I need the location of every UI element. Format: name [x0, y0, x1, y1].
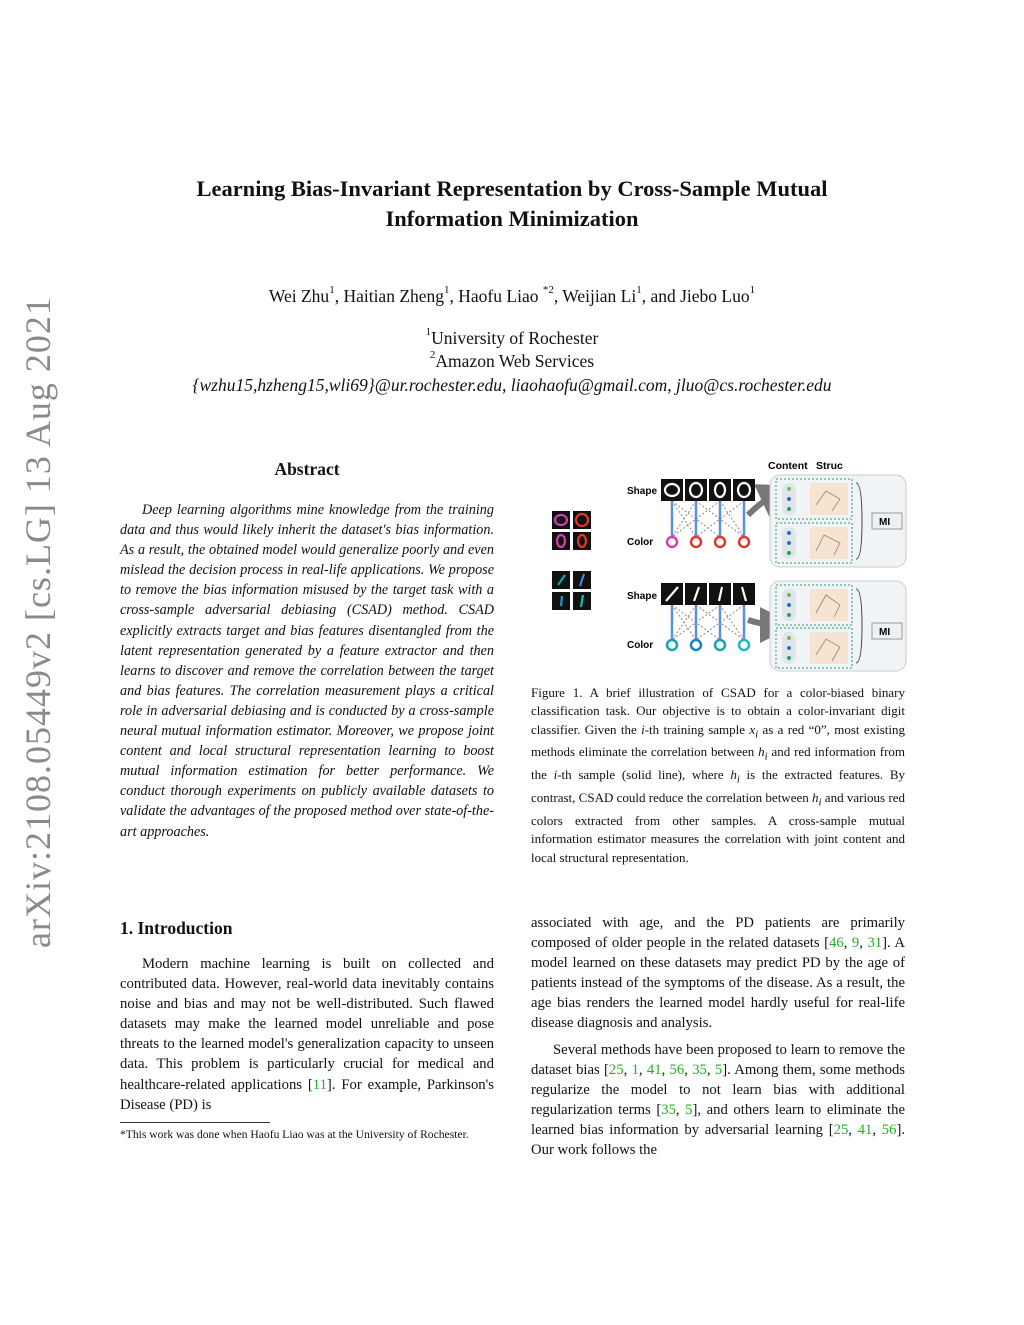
color-rings-bottom: [667, 605, 749, 650]
color-connections-bottom: [672, 605, 744, 640]
citation-link[interactable]: 35: [692, 1061, 707, 1078]
abstract-heading: Abstract: [274, 459, 340, 479]
citation-link[interactable]: 41: [857, 1121, 873, 1138]
mi-box-bottom: MI: [879, 627, 891, 638]
citation-link[interactable]: 41: [646, 1061, 662, 1078]
author: Haitian Zheng$^1$,: [343, 284, 459, 306]
citation-link[interactable]: 46: [829, 935, 844, 952]
representation-box-bottom: [770, 581, 906, 671]
figure-1: [548, 455, 910, 673]
footnote: *This work was done when Haofu Liao was at the University of Rochester.: [120, 1128, 469, 1141]
representation-box-top: [770, 475, 906, 567]
color-rings-top: [667, 501, 749, 547]
affiliation-2: $^2$Amazon Web Services: [429, 349, 595, 371]
affiliation-1: $^1$University of Rochester: [425, 326, 599, 348]
title-line-2: Information Minimization: [385, 206, 639, 231]
arxiv-identifier: arXiv:2108.05449v2 [cs.LG] 13 Aug 2021: [18, 296, 58, 948]
citation-link[interactable]: 9: [851, 935, 860, 952]
citation-link[interactable]: 56: [881, 1121, 897, 1138]
input-sample-thumbnails: [552, 511, 591, 610]
label-color-top: Color: [627, 537, 654, 548]
color-connections-top: [672, 501, 744, 537]
label-struc: Struc: [816, 460, 843, 472]
shape-thumbnails-one: [661, 583, 755, 605]
paragraph-continued: associated with age, and the PD patients are primarily composed of older people in the related datasets [46, 9, 31]. A model learned on these datasets may predict PD by the age of patients instead of the symptoms of the disease. As a result, the age bias renders the learned model hardly useful for real-life disease diagnosis and analysis.: [531, 915, 906, 1032]
abstract-text: Deep learning algorithms mine knowledge from the training data and thus would likely inherit the dataset's bias information. As a result, the obtained model would generalize poorly and even mislead the decision process in real-life applications. We propose to remove the bias information misused by the target task with a cross-sample adversarial debiasing (CSAD) method. CSAD explicitly extracts target and bias features disentangled from the latent representation generated by a feature extractor and then learns to discover and remove the correlation between the target and bias features. The correlation measurement plays a critical role in adversarial debiasing and is conducted by a cross-sample neural mutual information estimator. Moreover, we propose joint content and local structural representation learning to boost mutual information estimation for better performance. We conduct thorough experiments on publicly available datasets to validate the advantages of the proposed method over state-of-the-art approaches.: [120, 502, 494, 840]
mi-box-top: MI: [879, 517, 891, 528]
author: Haofu Liao $^{*2}$,: [458, 284, 563, 306]
author: Weijian Li$^1$, and: [562, 284, 681, 306]
author-emails: {wzhu15,hzheng15,wli69}@ur.rochester.edu, liaohaofu@gmail.com, jluo@cs.rochester.edu: [192, 375, 832, 395]
section-heading-introduction: 1. Introduction: [120, 918, 233, 938]
figure-1-caption: Figure 1. A brief illustration of CSAD for a color-biased binary classification task. Our objective is to obtain a color-invariant digit classifier. Given the i-th training sample $x_i$ as a red “0”, most existing methods eliminate the correlation between $h_i$ and red information from the i-th sample (solid line), where $h_i$ is the extracted features. By contrast, CSAD could reduce the correlation between $h_i$ and various red colors extracted from other samples. A cross-sample mutual information estimator measures the correlation with joint content and local structural representation.: [531, 685, 906, 865]
author: Wei Zhu$^1$,: [268, 284, 344, 306]
paper-title: [140, 174, 884, 234]
label-content: Content: [768, 460, 808, 472]
citation-link[interactable]: 5: [685, 1101, 693, 1118]
citation-link[interactable]: 25: [833, 1121, 849, 1138]
citation-link[interactable]: 56: [669, 1061, 685, 1078]
citation-link[interactable]: 25: [608, 1061, 624, 1078]
label-shape-top: Shape: [627, 486, 658, 497]
citation-link[interactable]: 11: [312, 1076, 327, 1093]
label-shape-bottom: Shape: [627, 591, 658, 602]
right-column-text: [531, 913, 905, 1160]
citation-link[interactable]: 1: [631, 1061, 639, 1078]
citation-link[interactable]: 35: [661, 1101, 676, 1118]
author: Jiebo Luo$^1$: [680, 284, 756, 306]
paragraph-related-methods: Several methods have been proposed to learn to remove the dataset bias [25, 1, 41, 56, 35, 5]. Among them, some methods regularize the model to not learn bias with additional regularization terms [35, 5], and others learn to eliminate the learned bias information by adversarial learning [25, 41, 56]. Our work follows the: [531, 1041, 906, 1159]
title-line-1: Learning Bias-Invariant Representation by Cross-Sample Mutual: [196, 176, 828, 201]
citation-link[interactable]: 31: [867, 935, 883, 952]
intro-paragraph-1: Modern machine learning is built on collected and contributed data. However, real-world data inevitably contains noise and bias and may not be well-distributed. Such flawed datasets may make the learned model unreliable and pose threats to the learned model's generalization capacity to unseen data. This problem is particularly crucial for medical and healthcare-related applications [11]. For example, Parkinson's Disease (PD) is: [120, 956, 494, 1113]
citation-link[interactable]: 5: [714, 1061, 723, 1078]
shape-thumbnails-zero: [661, 479, 755, 501]
footnote-rule: [120, 1122, 270, 1123]
author-list: [120, 286, 904, 307]
label-color-bottom: Color: [627, 640, 654, 651]
